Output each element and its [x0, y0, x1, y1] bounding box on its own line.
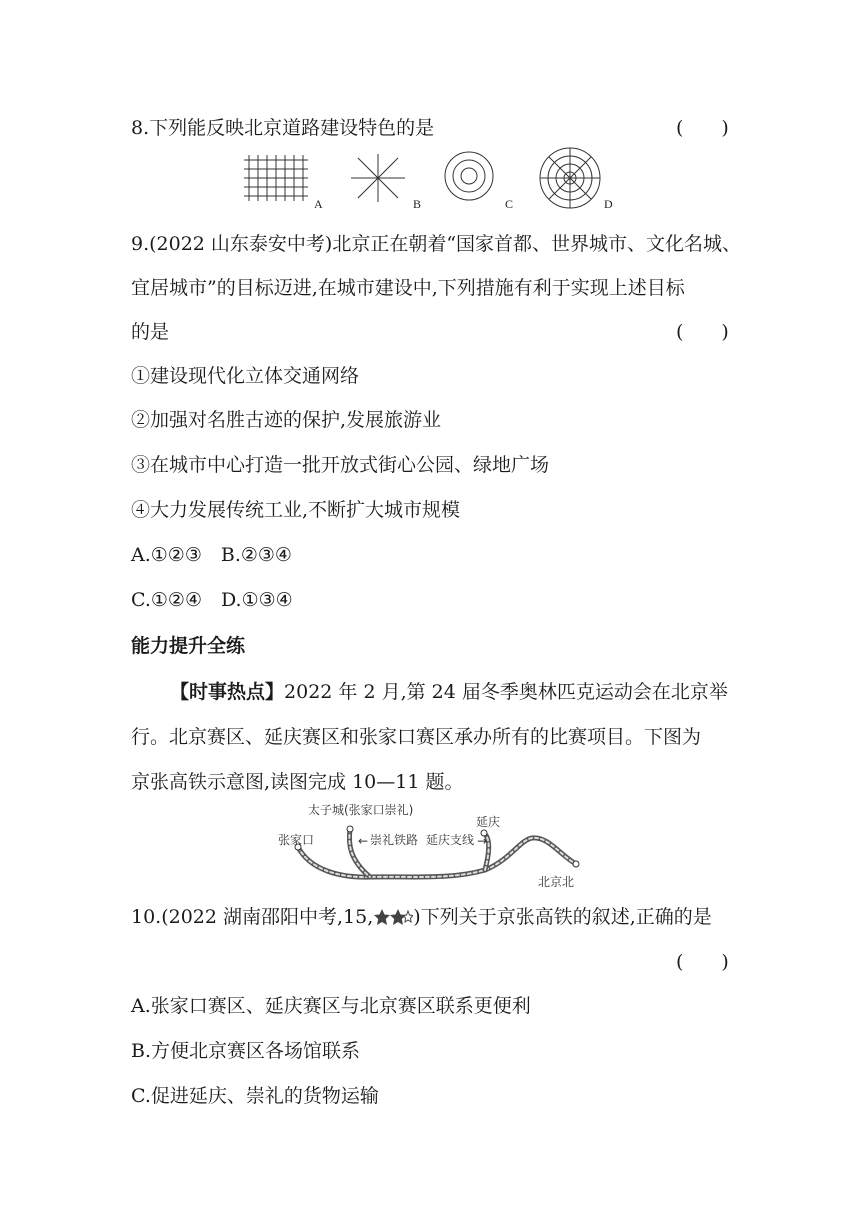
map-label-beijingbei: 北京北	[538, 875, 575, 889]
map-label-taizicheng: 太子城(张家口崇礼)	[308, 803, 414, 817]
map-label-yanqing-line: 延庆支线	[426, 833, 475, 847]
jingzhang-railway-map	[270, 800, 610, 896]
q9-stem-line3: 的是	[131, 321, 170, 343]
q8-option-a: A	[314, 197, 323, 211]
q8-option-b: B	[413, 197, 422, 211]
q8-option-d: D	[604, 197, 613, 211]
right-arrow-icon: →	[477, 834, 488, 848]
ring-road-pattern-icon	[445, 152, 493, 200]
map-label-chongli-line: 崇礼铁路	[370, 833, 419, 847]
map-label-zhangjiakou: 张家口	[278, 833, 315, 847]
q10-option-c: C.促进延庆、崇礼的货物运输	[131, 1085, 379, 1107]
q8-stem: 8.下列能反映北京道路建设特色的是	[131, 117, 435, 139]
q9-choices-row1: A.①②③ B.②③④	[131, 544, 292, 566]
q9-answer-paren: ( )	[676, 321, 729, 343]
q8-answer-paren: ( )	[676, 117, 729, 139]
q9-stem-line1: 9.(2022 山东泰安中考)北京正在朝着“国家首都、世界城市、文化名城、	[131, 233, 742, 255]
section-title: 能力提升全练	[131, 635, 246, 657]
map-label-yanqing: 延庆	[476, 815, 501, 829]
grid-road-pattern-icon	[244, 155, 308, 201]
q9-item-3: ③在城市中心打造一批开放式街心公园、绿地广场	[131, 454, 550, 476]
q10-stem	[131, 905, 712, 929]
q10-option-a: A.张家口赛区、延庆赛区与北京赛区联系更便利	[131, 995, 531, 1017]
q9-item-2: ②加强对名胜古迹的保护,发展旅游业	[131, 409, 442, 431]
ring-radial-road-pattern-icon	[540, 148, 600, 208]
left-arrow-icon: ←	[358, 834, 369, 848]
radial-road-pattern-icon	[351, 154, 405, 202]
hot-topic-line3: 京张高铁示意图,读图完成 10—11 题。	[131, 771, 464, 793]
q8-figure	[236, 146, 616, 212]
star-icon	[373, 908, 413, 926]
q10-option-b: B.方便北京赛区各场馆联系	[131, 1040, 361, 1062]
q9-item-4: ④大力发展传统工业,不断扩大城市规模	[131, 499, 461, 521]
q9-choices-row2: C.①②④ D.①③④	[131, 589, 293, 611]
q10-answer-paren: ( )	[676, 951, 729, 973]
q10-stem-post: )下列关于京张高铁的叙述,正确的是	[413, 906, 712, 928]
hot-topic-line1	[170, 680, 728, 704]
hot-topic-line2: 行。北京赛区、延庆赛区和张家口赛区承办所有的比赛项目。下图为	[131, 726, 702, 748]
hot-topic-tag: 【时事热点】	[170, 681, 285, 703]
hot-topic-text1: 2022 年 2 月,第 24 届冬季奥林匹克运动会在北京举	[284, 681, 728, 703]
q10-stem-pre: 10.(2022 湖南邵阳中考,15,	[131, 906, 374, 928]
q9-item-1: ①建设现代化立体交通网络	[131, 365, 360, 387]
q8-option-c: C	[505, 197, 514, 211]
q9-stem-line2: 宜居城市”的目标迈进,在城市建设中,下列措施有利于实现上述目标	[131, 277, 685, 299]
